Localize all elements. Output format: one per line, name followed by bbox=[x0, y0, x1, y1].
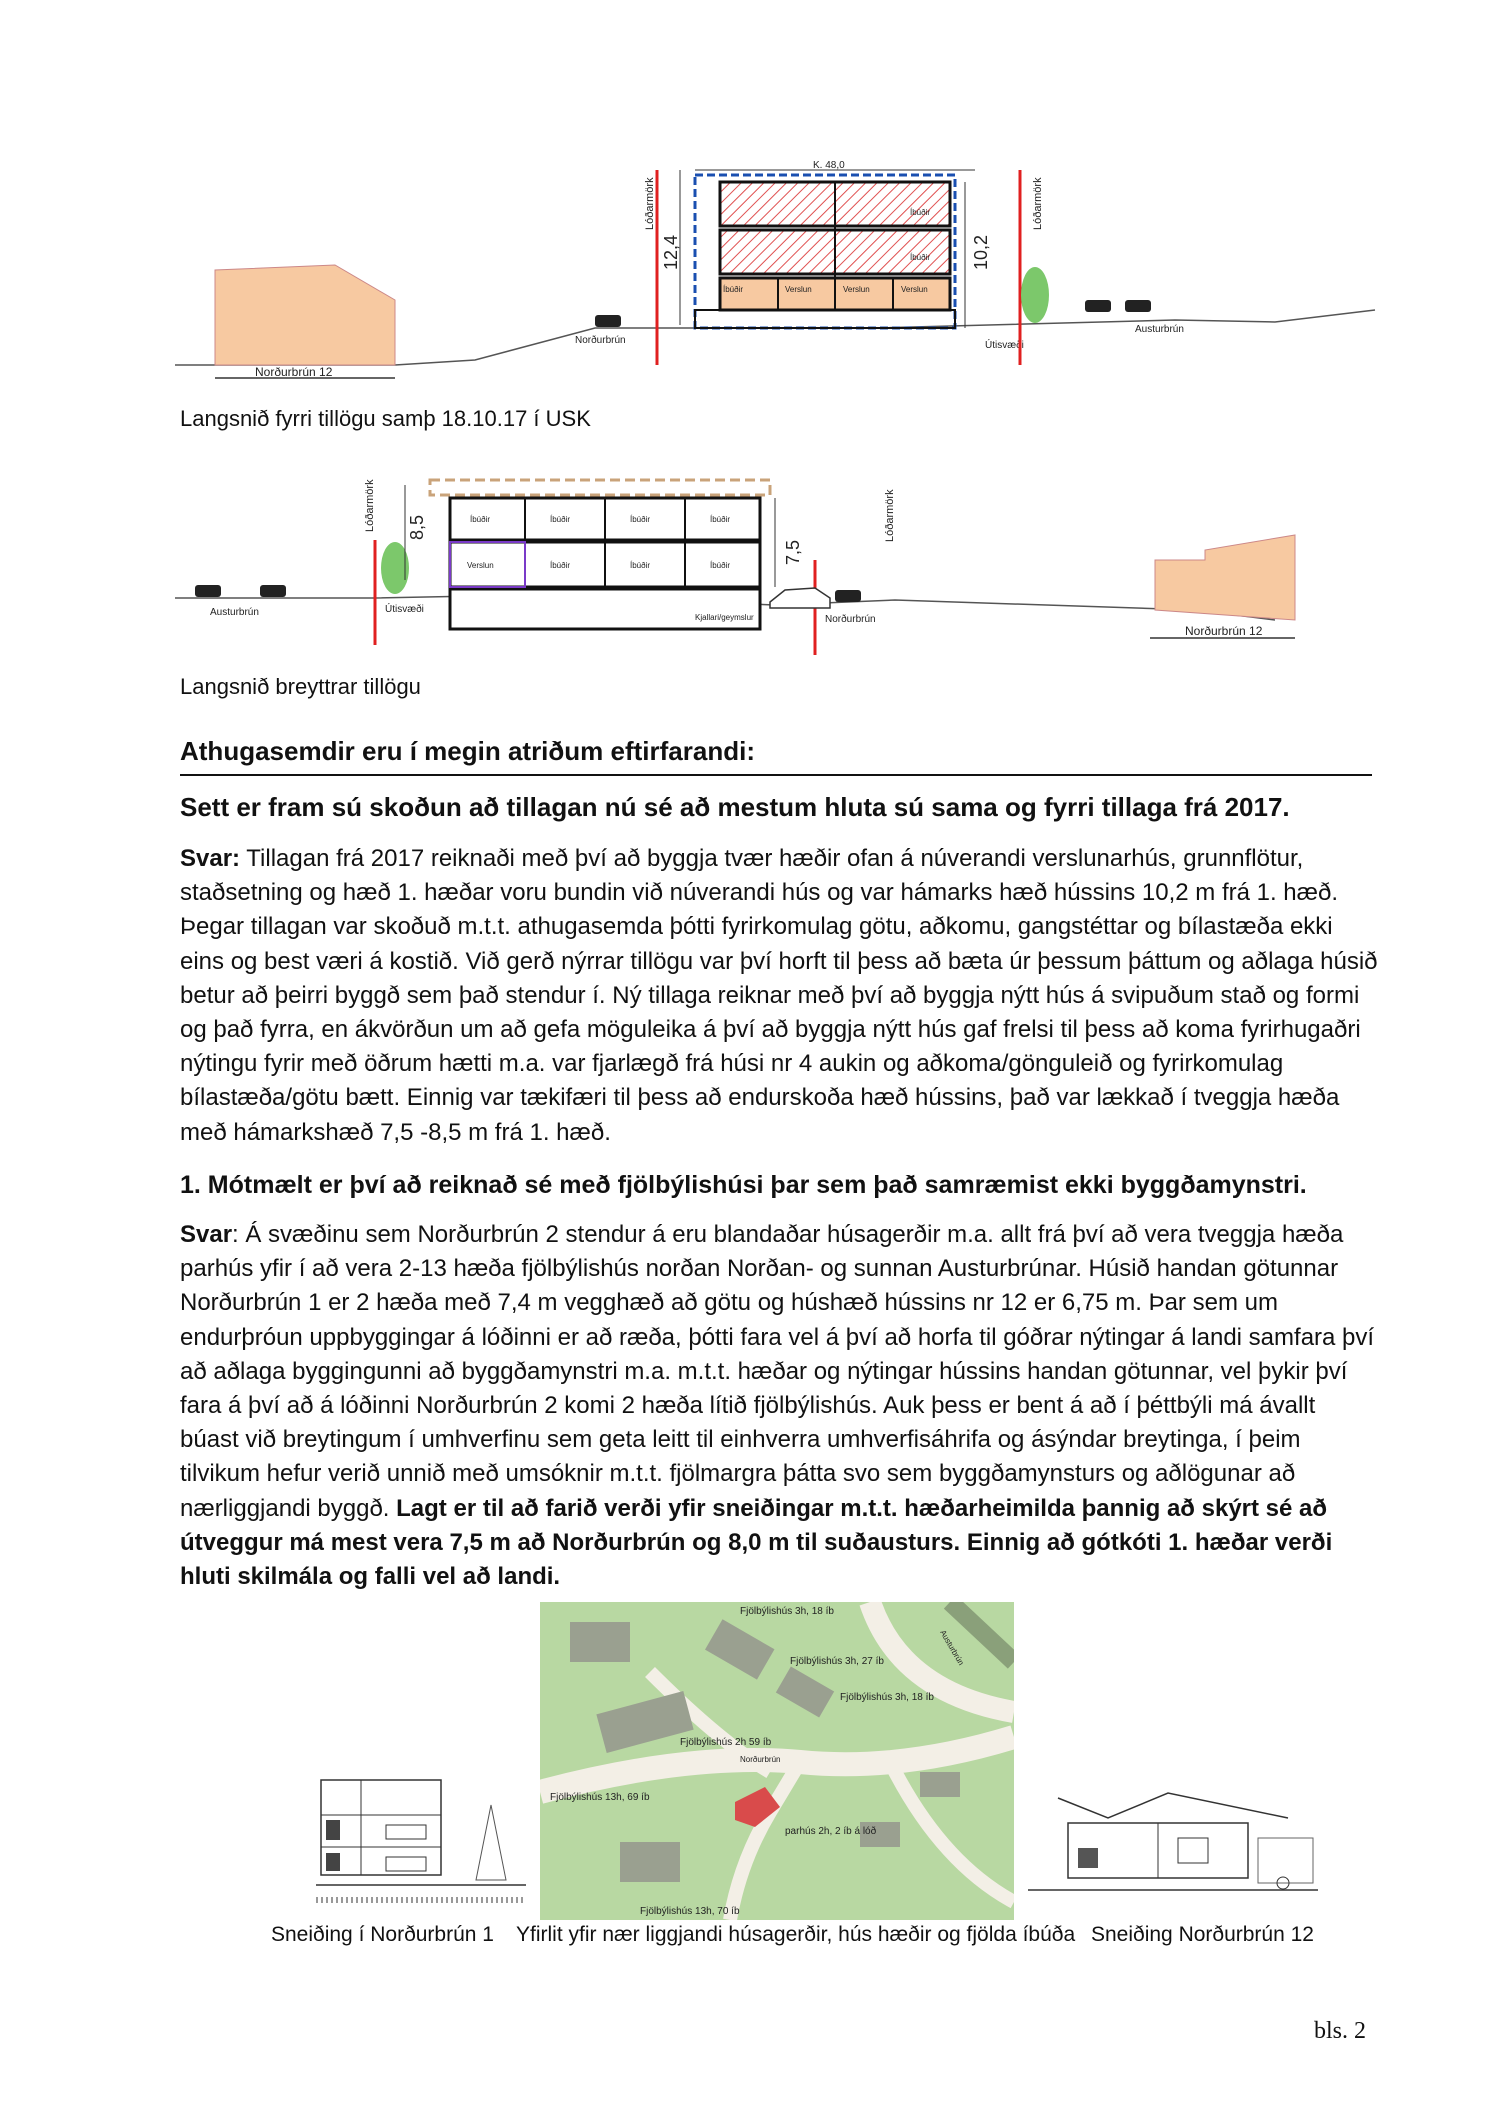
label-ibudir-3: Íbúðir bbox=[910, 208, 931, 217]
page-number: bls. 2 bbox=[1313, 2018, 1366, 2044]
label-lodarmork-left: Lóðarmörk bbox=[644, 177, 656, 230]
dim-height-left: 8,5 bbox=[407, 514, 427, 540]
car-icon bbox=[595, 315, 621, 327]
section-drawing-revised-proposal bbox=[175, 470, 1385, 660]
car-icon bbox=[195, 585, 221, 597]
section-nordurbrun12 bbox=[1028, 1778, 1318, 1920]
car-icon bbox=[835, 590, 861, 602]
caption-section-nordurbrun1: Sneiðing í Norðurbrún 1 bbox=[271, 1923, 494, 1946]
label-nordurbrun: Norðurbrún bbox=[575, 335, 626, 346]
label-ibudir-2b: Íbúðir bbox=[550, 515, 571, 524]
caption-map: Yfirlit yfir nær liggjandi húsagerðir, hús hæðir og fjölda íbúða bbox=[516, 1923, 1076, 1946]
figure2-caption: Langsnið breyttrar tillögu bbox=[180, 674, 421, 699]
label-nordurbrun: Norðurbrún bbox=[825, 614, 876, 625]
figure1-caption: Langsnið fyrri tillögu samþ 18.10.17 í USK bbox=[180, 406, 591, 431]
site-map bbox=[540, 1602, 1014, 1920]
label-ibudir-1c: Íbúðir bbox=[710, 561, 731, 570]
label-nordurbrun12: Norðurbrún 12 bbox=[1185, 624, 1263, 638]
label-austurbrun: Austurbrún bbox=[210, 607, 259, 618]
answer-paragraph-1 bbox=[180, 842, 1380, 1150]
label-ibudir-2: Íbúðir bbox=[910, 253, 931, 262]
answer-bold-recommendation: Lagt er til að farið verði yfir sneiðingar m.t.t. hæðarheimilda þannig að skýrt sé að útveggur má mest vera 7,5 m að Norðurbrún og 8,0 m til suðausturs. Einnig að gótkóti 1. hæðar verði hluti skilmála og falli vel að landi. bbox=[180, 1494, 1333, 1591]
map-label-7: Fjölbýlishús 13h, 70 íb bbox=[640, 1906, 740, 1917]
heading-divider bbox=[180, 774, 1372, 776]
answer-label: Svar: bbox=[180, 845, 241, 872]
roof-outline bbox=[430, 480, 770, 495]
map-label-2: Fjölbýlishús 3h, 27 íb bbox=[790, 1656, 884, 1667]
label-ibudir-2c: Íbúðir bbox=[630, 515, 651, 524]
caption-section-nordurbrun12: Sneiðing Norðurbrún 12 bbox=[1091, 1923, 1314, 1946]
answer-text: Tillagan frá 2017 reiknaði með því að byggja tvær hæðir ofan á núverandi verslunarhús, grunnflötur, staðsetning og hæð 1. hæðar voru bundin við núverandi hús og var hámarks hæð hússins 10,2 m frá 1. hæð. Þegar tillagan var skoðuð m.t.t. athugasemda þótti fyrirkomulag götu, aðkomu, gangstéttar og bílastæða ekki eins og best væri á kostið. Við gerð nýrrar tillögu var því horft til þess að bæta úr þessum þáttum og aðlaga húsið betur að þeirri byggð sem það stendur í. Ný tillaga reiknar með því að byggja nýtt hús á svipuðum stað og formi og það fyrra, en ákvörðun um að gefa möguleika á því að byggja nýtt hús gaf frelsi til þess að koma fyrirhugaðri nýtingu fyrir með öðrum hætti m.a. var fjarlægð frá húsi nr 4 aukin og aðkoma/gönguleið og fyrirkomulag bílastæða/götu bætt. Einnig var tækifæri til þess að endurskoða hæð hússins, það var lækkað í tveggja hæða með hámarkshæð 7,5 -8,5 m frá 1. hæð. bbox=[180, 845, 1378, 1146]
label-lodarmork-right: Lóðarmörk bbox=[884, 489, 896, 542]
answer-paragraph-2 bbox=[180, 1218, 1380, 1594]
label-utisvaedi: Útisvæði bbox=[985, 340, 1024, 351]
label-verslun-2: Verslun bbox=[843, 285, 870, 294]
label-utisvaedi: Útisvæði bbox=[385, 604, 424, 615]
dim-height-right: 10,2 bbox=[971, 234, 991, 270]
basement bbox=[450, 589, 760, 629]
label-verslun-1: Verslun bbox=[785, 285, 812, 294]
label-verslun-3: Verslun bbox=[901, 285, 928, 294]
answer-text: : Á svæðinu sem Norðurbrún 2 stendur á eru blandaðar húsagerðir m.a. allt frá því að vera tveggja hæða parhús yfir í að vera 2-13 hæða fjölbýlishús norðan Norðan- og sunnan Austurbrúnar. Húsið handan götunnar Norðurbrún 1 er 2 hæða með 7,4 m vegghæð að götu og húshæð hússins nr 12 er 6,75 m. Þar sem um endurþróun uppbyggingar á lóðinni er að ræða, þótti fara vel á því að horfa til góðrar nýtingar á landi samfara því að aðlaga byggingunni að byggðamynstri m.a. m.t.t. hæðar og nýtingar hússins handan götunnar, vel þykir því fara á því að á lóðinni Norðurbrún 2 komi 2 hæða lítið fjölbýlishús. Auk þess er bent á að í þéttbýli má ávallt búast við breytingum í umhverfinu sem geta leitt til einhverra umhverfisáhrifa og ásýndar breytinga, í þeim tilvikum hefur verið unnið með umsóknir m.t.t. fjölmargra þátta svo sem byggðamynsturs og aðlögunar að nærliggjandi byggð. bbox=[180, 1221, 1375, 1522]
label-ibudir-g: Íbúðir bbox=[723, 285, 744, 294]
dim-height-right: 7,5 bbox=[783, 539, 803, 565]
label-lodarmork-left: Lóðarmörk bbox=[364, 479, 376, 532]
label-ibudir-1b: Íbúðir bbox=[630, 561, 651, 570]
label-austurbrun: Austurbrún bbox=[1135, 324, 1184, 335]
map-label-road-1: Norðurbrún bbox=[740, 1755, 781, 1764]
car-icon bbox=[260, 585, 286, 597]
car-icon bbox=[1125, 300, 1151, 312]
map-label-5: Fjölbýlishús 13h, 69 íb bbox=[550, 1792, 650, 1803]
label-ibudir-2d: Íbúðir bbox=[710, 515, 731, 524]
map-label-1: Fjölbýlishús 3h, 18 íb bbox=[740, 1606, 834, 1617]
neighbour-building-nordurbrun12 bbox=[215, 265, 395, 365]
map-label-road-2: Austurbrún bbox=[938, 1628, 966, 1667]
map-label-3: Fjölbýlishús 3h, 18 íb bbox=[840, 1692, 934, 1703]
point-heading-1: Sett er fram sú skoðun að tillagan nú sé að mestum hluta sú sama og fyrri tillaga frá 2017. bbox=[180, 792, 1290, 822]
car-icon bbox=[770, 588, 830, 608]
label-nordurbrun12: Norðurbrún 12 bbox=[255, 365, 333, 379]
label-lodarmork-right: Lóðarmörk bbox=[1032, 177, 1044, 230]
section-nordurbrun1 bbox=[316, 1775, 531, 1920]
section-drawing-previous-proposal bbox=[175, 160, 1385, 390]
dim-height-left: 12,4 bbox=[661, 234, 681, 270]
point-heading-2: 1. Mótmælt er því að reiknað sé með fjölbýlishúsi þar sem það samræmist ekki byggðamynstri. bbox=[180, 1171, 1307, 1199]
map-label-4: Fjölbýlishús 2h 59 íb bbox=[680, 1737, 772, 1748]
label-ibudir-1a: Íbúðir bbox=[550, 561, 571, 570]
label-verslun: Verslun bbox=[467, 561, 494, 570]
main-heading: Athugasemdir eru í megin atriðum eftirfarandi: bbox=[180, 736, 755, 766]
label-ibudir-2a: Íbúðir bbox=[470, 515, 491, 524]
label-k-level: K. 48,0 bbox=[813, 160, 845, 171]
label-kjallari: Kjallari/geymslur bbox=[695, 613, 754, 622]
map-label-6: parhús 2h, 2 íb á lóð bbox=[785, 1826, 877, 1837]
tree-icon bbox=[476, 1805, 506, 1880]
tree-icon bbox=[1021, 267, 1049, 323]
car-icon bbox=[1085, 300, 1111, 312]
answer-label: Svar bbox=[180, 1221, 233, 1248]
neighbour-building-nordurbrun12 bbox=[1155, 535, 1295, 620]
